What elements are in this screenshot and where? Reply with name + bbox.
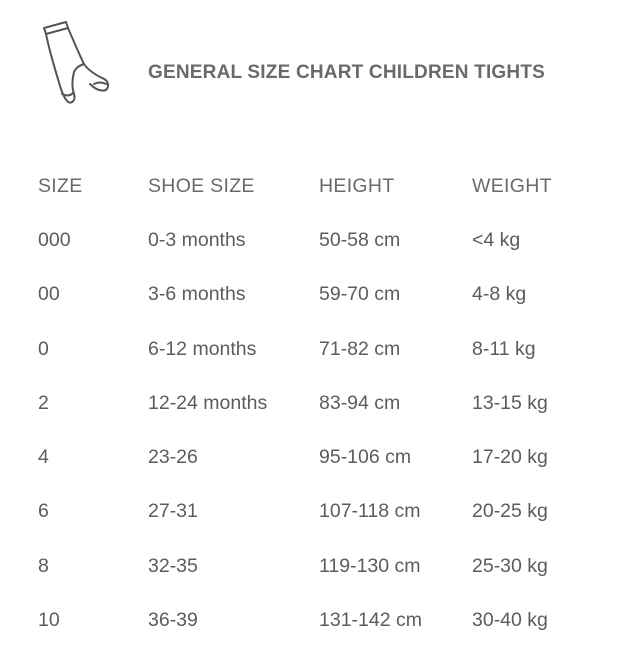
cell-height: 95-106 cm	[319, 446, 412, 469]
table-row	[38, 322, 592, 376]
cell-shoe-size: 27-31	[148, 500, 198, 523]
table-row	[38, 376, 592, 430]
cell-size: 8	[38, 554, 49, 577]
cell-shoe-size: 36-39	[148, 609, 198, 632]
cell-size: 10	[38, 609, 60, 632]
cell-weight: 8-11 kg	[472, 337, 536, 360]
cell-height: 71-82 cm	[319, 337, 401, 360]
cell-shoe-size: 6-12 months	[148, 337, 257, 360]
table-row	[38, 213, 592, 267]
table-row	[38, 430, 592, 484]
cell-height: 131-142 cm	[319, 609, 422, 632]
cell-height: 50-58 cm	[319, 228, 401, 251]
cell-height: 59-70 cm	[319, 283, 401, 306]
cell-shoe-size: 23-26	[148, 446, 198, 469]
cell-size: 00	[38, 283, 60, 306]
column-header-size: SIZE	[38, 174, 83, 197]
page-title: GENERAL SIZE CHART CHILDREN TIGHTS	[148, 62, 546, 83]
cell-size: 4	[38, 446, 49, 469]
size-table	[38, 159, 592, 648]
cell-shoe-size: 12-24 months	[148, 391, 268, 414]
cell-shoe-size: 0-3 months	[148, 228, 246, 251]
cell-shoe-size: 3-6 months	[148, 283, 246, 306]
cell-weight: 13-15 kg	[472, 391, 548, 414]
column-header-height: HEIGHT	[319, 174, 395, 197]
cell-height: 83-94 cm	[319, 391, 401, 414]
column-header-weight: WEIGHT	[472, 174, 552, 197]
table-row	[38, 593, 592, 647]
cell-height: 119-130 cm	[319, 554, 421, 577]
table-header-row	[38, 159, 592, 213]
cell-size: 6	[38, 500, 49, 523]
cell-weight: 30-40 kg	[472, 609, 548, 632]
cell-weight: <4 kg	[472, 228, 521, 251]
cell-height: 107-118 cm	[319, 500, 421, 523]
cell-weight: 4-8 kg	[472, 283, 527, 306]
column-header-shoe-size: SHOE SIZE	[148, 174, 255, 197]
table-row	[38, 268, 592, 322]
cell-weight: 25-30 kg	[472, 554, 548, 577]
cell-size: 0	[38, 337, 49, 360]
cell-weight: 20-25 kg	[472, 500, 548, 523]
cell-size: 2	[38, 391, 49, 414]
tights-icon	[38, 16, 118, 108]
table-row	[38, 485, 592, 539]
cell-shoe-size: 32-35	[148, 554, 198, 577]
cell-size: 000	[38, 228, 71, 251]
cell-weight: 17-20 kg	[472, 446, 548, 469]
table-row	[38, 539, 592, 593]
